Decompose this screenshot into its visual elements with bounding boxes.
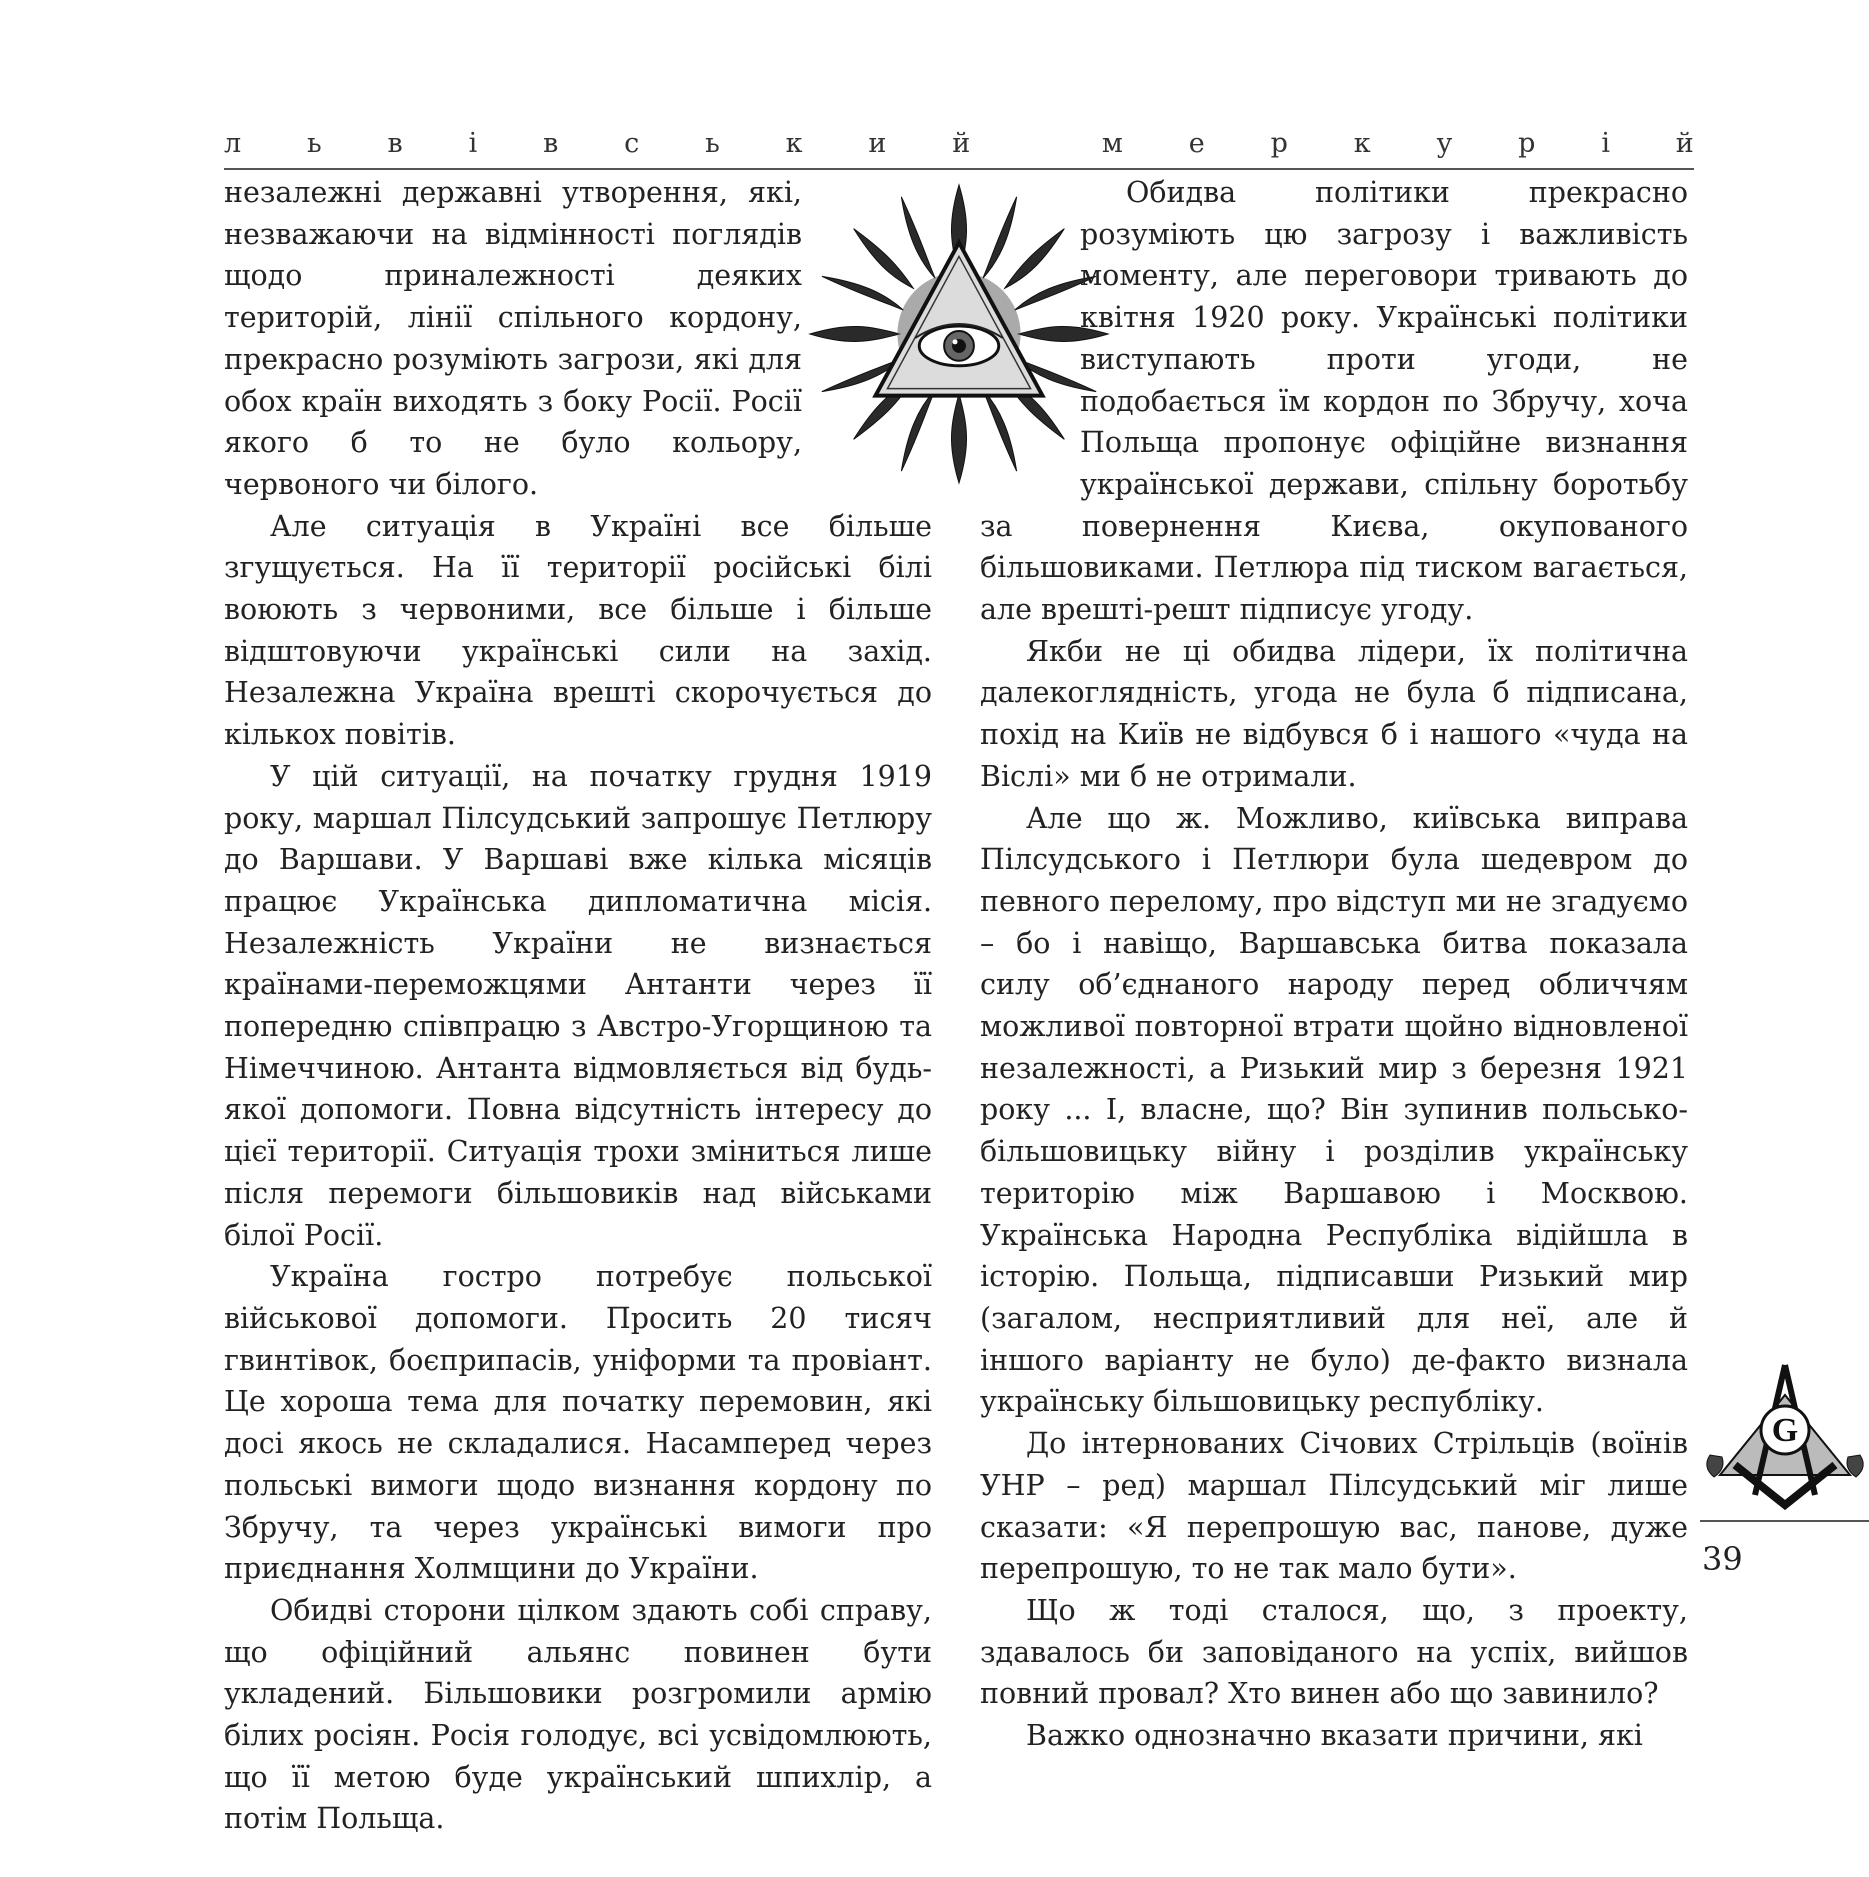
paragraph: У цій ситуації, на початку грудня 1919 року, маршал Пілсудський запрошує Петлюру до Варшави. У Варшаві вже кілька місяців працює Українська дипломатична місія. Незалежність України не визнається країнами-переможцями Антанти через її попередню співпрацю з Австро-Угорщиною та Німеччиною. Антанта відмовляється від будь-якої допомоги. Повна відсутність інтересу до цієї території. Ситуація трохи зміниться лише після перемоги більшовиків над військами білої Росії. — [224, 759, 932, 1252]
header-letter: и — [868, 128, 887, 159]
header-letter: й — [952, 128, 971, 159]
paragraph: До інтернованих Січових Стрільців (воїнів УНР – ред) маршал Пілсудський міг лише сказати: «Я перепрошую вас, панове, дуже перепрошую, то не так мало бути». — [980, 1427, 1688, 1586]
paragraph: Україна гостро потребує польської військової допомоги. Просить 20 тисяч гвинтівок, боєприпасів, уніформи та провіант. Це хороша тема для початку перемовин, які досі якось не складалися. Насамперед через польські вимоги щодо визнання кордону по Збручу, та через українські вимоги про приєднання Холмщини до України. — [224, 1260, 932, 1586]
float-spacer — [980, 172, 1080, 502]
float-spacer — [802, 172, 932, 462]
header-letter: р — [1518, 128, 1536, 159]
header-letter: і — [1601, 128, 1610, 159]
paragraph: Але що ж. Можливо, київська виправа Пілсудського і Петлюри була шедевром до певного перелому, про відступ ми не згадуємо – бо і навіщо, Варшавська битва показала силу об’єднаного народу перед обличчям можливої повторної втрати щойно відновленої незалежності, а Ризький мир з березня 1921 року ... І, власне, що? Він зупинив польсько-більшовицьку війну і розділив українську територію між Варшавою і Москвою. Українська Народна Республіка відійшла в історію. Польща, підписавши Ризький мир (загалом, несприятливий для неї, але й іншого варіанту не було) де-факто визнала українську більшовицьку республіку. — [980, 801, 1688, 1419]
header-letter: і — [468, 128, 478, 159]
paragraph: Обидва політики прекрасно розуміють цю загрозу і важливість моменту, але переговори тривають до квітня 1920 року. Українські політики виступають проти угоди, не подобається їм кордон по Збручу, хоча Польща пропонує офіційне визнання української держави, спільну боротьбу за повернення Києва, окупованого більшовиками. Петлюра під тиском вагається, але врешті-решт підписує угоду. — [980, 176, 1688, 627]
header-letter: р — [1270, 128, 1288, 159]
header-letter: й — [1675, 128, 1694, 159]
header-letter: к — [785, 128, 803, 159]
paragraph: Обидві сторони цілком здають собі справу, що офіційний альянс повинен бути укладений. Більшовики розгромили армію білих росіян. Росія голодує, всі усвідомлюють, що її метою буде український шпихлір, а потім Польща. — [224, 1593, 932, 1836]
paragraph: незалежні державні утворення, які, незважаючи на відмінності поглядів щодо приналежності деяких територій, лінії спільного кордону, прекрасно розуміють загрози, які для обох країн виходять з боку Росії. Росії якого б то не було кольору, червоного чи білого. — [224, 176, 802, 501]
header-letter: е — [1188, 128, 1205, 159]
header-letter: в — [387, 128, 403, 159]
masonic-square-compass-icon — [1700, 1355, 1869, 1515]
running-header — [224, 128, 1694, 159]
paragraph: Важко однозначно вказати причини, які — [1026, 1719, 1643, 1753]
header-letter: у — [1436, 128, 1453, 159]
header-letter: в — [543, 128, 559, 159]
header-letter: л — [224, 128, 242, 159]
page-number-rule — [1700, 1520, 1869, 1522]
paragraph: Що ж тоді сталося, що, з проекту, здавалось би заповіданого на успіх, вийшов повний провал? Хто винен або що завинило? — [980, 1593, 1688, 1711]
svg-text:G: G — [1771, 1412, 1799, 1449]
page-number: 39 — [1702, 1540, 1743, 1578]
paragraph: Але ситуація в Україні все більше згущується. На її території російські білі воюють з червоними, все більше і більше відштовуючи українські сили на захід. Незалежна Україна врешті скорочується до кількох повітів. — [224, 509, 932, 752]
paragraph: Якби не ці обидва лідери, їх політична далекоглядність, угода не була б підписана, похід на Київ не відбувся б і нашого «чуда на Віслі» ми б не отримали. — [980, 634, 1688, 793]
right-column — [980, 172, 1688, 1757]
header-letter: с — [624, 128, 640, 159]
header-letter: ь — [705, 128, 720, 159]
left-column — [224, 172, 932, 1840]
header-letter: м — [1101, 128, 1123, 159]
header-letter: ь — [307, 128, 322, 159]
header-letter: к — [1353, 128, 1371, 159]
